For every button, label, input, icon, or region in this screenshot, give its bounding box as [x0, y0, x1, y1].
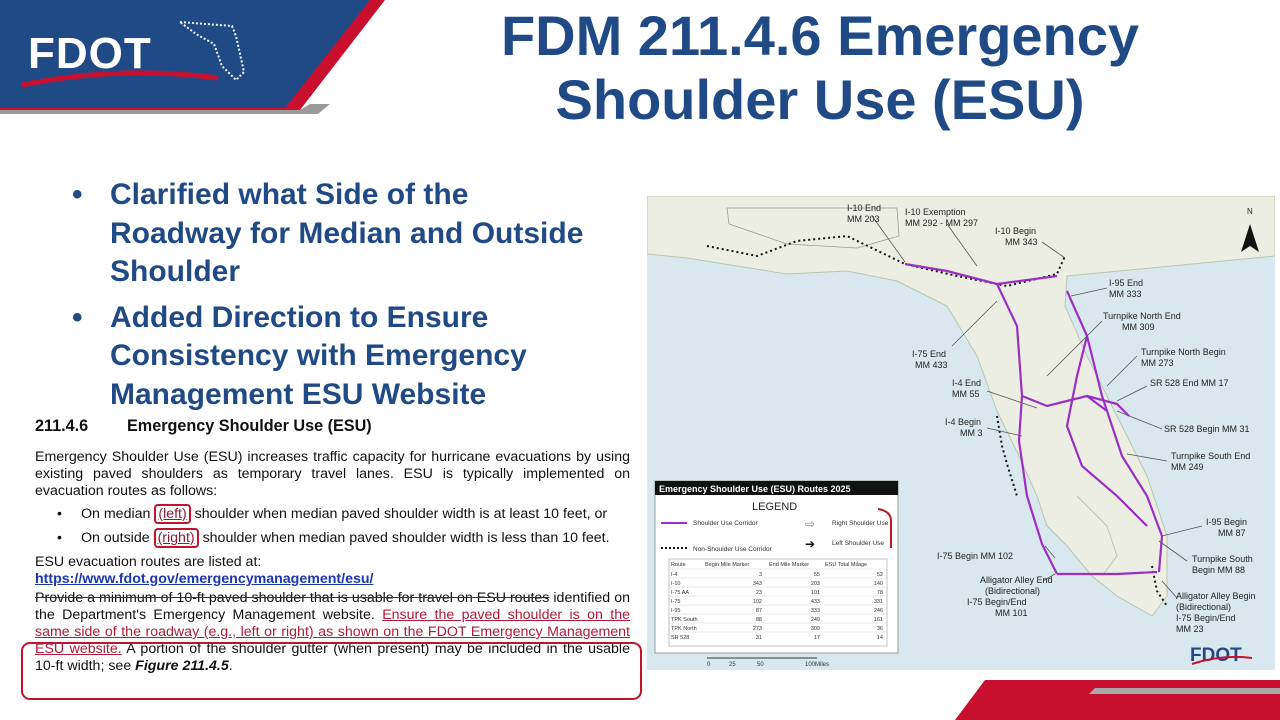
table-cell: 52 [876, 572, 883, 578]
right-arrow-outline-icon: ⇨ [805, 517, 816, 531]
svg-text:MM 23: MM 23 [1176, 624, 1204, 634]
svg-text:Non-Shoulder Use Corridor: Non-Shoulder Use Corridor [693, 546, 772, 553]
legend-panel [655, 481, 898, 668]
svg-text:MM 87: MM 87 [1218, 528, 1246, 538]
label-tpk-south-begin: Turnpike South [1192, 554, 1253, 564]
svg-text:50: 50 [757, 662, 764, 668]
label-i75-begin: I-75 Begin MM 102 [937, 551, 1014, 561]
label-tpk-south-end: Turnpike South End [1171, 451, 1251, 461]
label-i4-begin: I-4 Begin [945, 417, 982, 427]
table-cell: 31 [755, 635, 762, 641]
section-title: Emergency Shoulder Use (ESU) [127, 417, 372, 435]
svg-text:25: 25 [729, 662, 736, 668]
label-sr528-end: SR 528 End MM 17 [1150, 378, 1229, 388]
label-i75-end: I-75 End [912, 349, 947, 359]
table-cell: 203 [810, 581, 820, 587]
slide-title-line2: Shoulder Use (ESU) [555, 68, 1085, 131]
table-cell: 433 [810, 599, 820, 605]
svg-text:MM 249: MM 249 [1171, 462, 1204, 472]
legend-title: Emergency Shoulder Use (ESU) Routes 2025 [659, 484, 851, 494]
esu-routes-map [647, 196, 1275, 670]
label-tpk-north-begin: Turnpike North Begin [1141, 347, 1226, 357]
svg-text:Route: Route [671, 562, 686, 568]
label-i10-begin: I-10 Begin [995, 226, 1037, 236]
svg-text:MM 292 - MM 297: MM 292 - MM 297 [905, 218, 979, 228]
table-cell: 309 [810, 626, 820, 632]
table-cell: 17 [813, 635, 820, 641]
esu-conditions-list [35, 506, 630, 547]
table-cell: 3 [758, 572, 762, 578]
svg-text:ESU Total Milage: ESU Total Milage [825, 562, 868, 568]
bullet-list [72, 176, 592, 421]
label-sr528-begin: SR 528 Begin MM 31 [1164, 424, 1250, 434]
table-cell: I-95 [671, 608, 681, 614]
svg-text:Right Shoulder Use: Right Shoulder Use [832, 520, 889, 527]
svg-text:MM 309: MM 309 [1122, 322, 1155, 332]
table-cell: 101 [810, 590, 820, 596]
svg-text:MM 101: MM 101 [995, 608, 1028, 618]
left-highlight: (left) [154, 504, 190, 524]
svg-text:100Miles: 100Miles [805, 662, 830, 668]
svg-text:FDOT: FDOT [1190, 645, 1242, 666]
right-arrow-solid-icon: ➔ [805, 537, 816, 551]
table-cell: 14 [876, 635, 883, 641]
table-cell: 102 [752, 599, 762, 605]
section-number: 211.4.6 [35, 417, 89, 435]
svg-text:0: 0 [707, 662, 711, 668]
label-alligator-begin: Alligator Alley Begin [1176, 591, 1256, 601]
table-cell: 55 [813, 572, 820, 578]
table-cell: 343 [752, 581, 762, 587]
svg-text:MM 203: MM 203 [847, 214, 880, 224]
table-cell: I-4 [671, 572, 678, 578]
svg-text:Begin Mile Marker: Begin Mile Marker [705, 562, 750, 568]
routes-paragraph: ESU evacuation routes are listed at: https://www.fdot.gov/emergencymanagement/esu/ [35, 554, 374, 587]
table-cell: 246 [873, 608, 883, 614]
fdot-banner [0, 0, 400, 125]
added-requirement-text: Ensure the paved shoulder is on the same side of the roadway (e.g., left or right) as shown on the FDOT Emergency Management ESU website. [35, 607, 630, 657]
table-cell: I-75 AA [671, 590, 690, 596]
bullet-item: • Added Direction to Ensure Consistency with Emergency Management ESU Website [72, 299, 592, 415]
label-alligator-end: Alligator Alley End [980, 575, 1053, 585]
svg-text:End Mile Marker: End Mile Marker [769, 562, 810, 568]
label-i95-end: I-95 End [1109, 278, 1144, 288]
svg-text:I-75 Begin/End: I-75 Begin/End [967, 597, 1027, 607]
svg-text:MM 3: MM 3 [960, 428, 983, 438]
table-cell: 78 [876, 590, 883, 596]
table-cell: 140 [873, 581, 883, 587]
footer-stripe [955, 680, 1280, 720]
svg-text:MM 333: MM 333 [1109, 289, 1142, 299]
esu-website-link[interactable]: https://www.fdot.gov/emergencymanagement/esu/ [35, 571, 374, 587]
svg-text:MM 433: MM 433 [915, 360, 948, 370]
table-cell: TPK North [671, 626, 697, 632]
svg-text:MM 55: MM 55 [952, 389, 980, 399]
label-tpk-north-end: Turnpike North End [1103, 311, 1181, 321]
bullet-item: • Clarified what Side of the Roadway for Median and Outside Shoulder [72, 176, 592, 292]
table-cell: 161 [873, 617, 883, 623]
intro-paragraph: Emergency Shoulder Use (ESU) increases traffic capacity for hurricane evacuations by using existing paved shoulders as temporary travel lanes. ESU is typically implemented on evacuation routes as follows: [35, 449, 630, 499]
svg-text:Left Shoulder Use: Left Shoulder Use [832, 540, 885, 547]
label-i10-end: I-10 End [847, 203, 882, 213]
table-cell: 273 [752, 626, 762, 632]
svg-text:MM 343: MM 343 [1005, 237, 1038, 247]
legend-heading: LEGEND [752, 501, 798, 513]
condition-outside: • On outside (right) shoulder when median paved shoulder width is less than 10 feet. [35, 530, 630, 547]
figure-reference: Figure 211.4.5 [135, 658, 229, 674]
table-cell: I-75 [671, 599, 681, 605]
table-cell: TPK South [671, 617, 698, 623]
svg-text:Shoulder Use Corridor: Shoulder Use Corridor [693, 520, 758, 527]
svg-text:Begin MM 88: Begin MM 88 [1192, 565, 1246, 575]
svg-text:(Bidirectional): (Bidirectional) [985, 586, 1041, 596]
table-cell: 331 [873, 599, 883, 605]
right-highlight: (right) [154, 528, 199, 548]
condition-median: • On median (left) shoulder when median paved shoulder width is at least 10 feet, or [35, 506, 630, 523]
slide-title-line1: FDM 211.4.6 Emergency [500, 4, 1140, 67]
table-cell: 88 [755, 617, 762, 623]
table-cell: SR 528 [671, 635, 690, 641]
svg-text:I-75 Begin/End: I-75 Begin/End [1176, 613, 1236, 623]
table-cell: 249 [810, 617, 820, 623]
label-i10-exemption: I-10 Exemption [905, 207, 966, 217]
section-heading [35, 418, 630, 435]
struck-text: Provide a minimum of 10-ft paved shoulder that is usable for travel on ESU routes [35, 590, 550, 606]
table-cell: 87 [755, 608, 762, 614]
svg-text:MM 273: MM 273 [1141, 358, 1174, 368]
requirement-paragraph: Provide a minimum of 10-ft paved shoulder that is usable for travel on ESU routes identified on the Department's Emergency Management website. Ensure the paved shoulder is on the same side of the roadway (e.g., left or right) as shown on the FDOT Emergency Management ESU website. A portion of the shoulder gutter (when present) may be included in the usable 10-ft width; see Figure 211.4.5. [35, 590, 630, 674]
table-cell: 333 [810, 608, 820, 614]
table-cell: I-10 [671, 581, 681, 587]
svg-text:N: N [1247, 207, 1253, 216]
highlight-box [21, 642, 642, 700]
label-i95-begin: I-95 Begin [1206, 517, 1248, 527]
slide-title [420, 4, 1220, 132]
fdot-logo: FDOT [28, 29, 152, 78]
table-cell: 23 [755, 590, 762, 596]
table-cell: 36 [876, 626, 883, 632]
label-i4-end: I-4 End [952, 378, 982, 388]
svg-text:(Bidirectional): (Bidirectional) [1176, 602, 1232, 612]
